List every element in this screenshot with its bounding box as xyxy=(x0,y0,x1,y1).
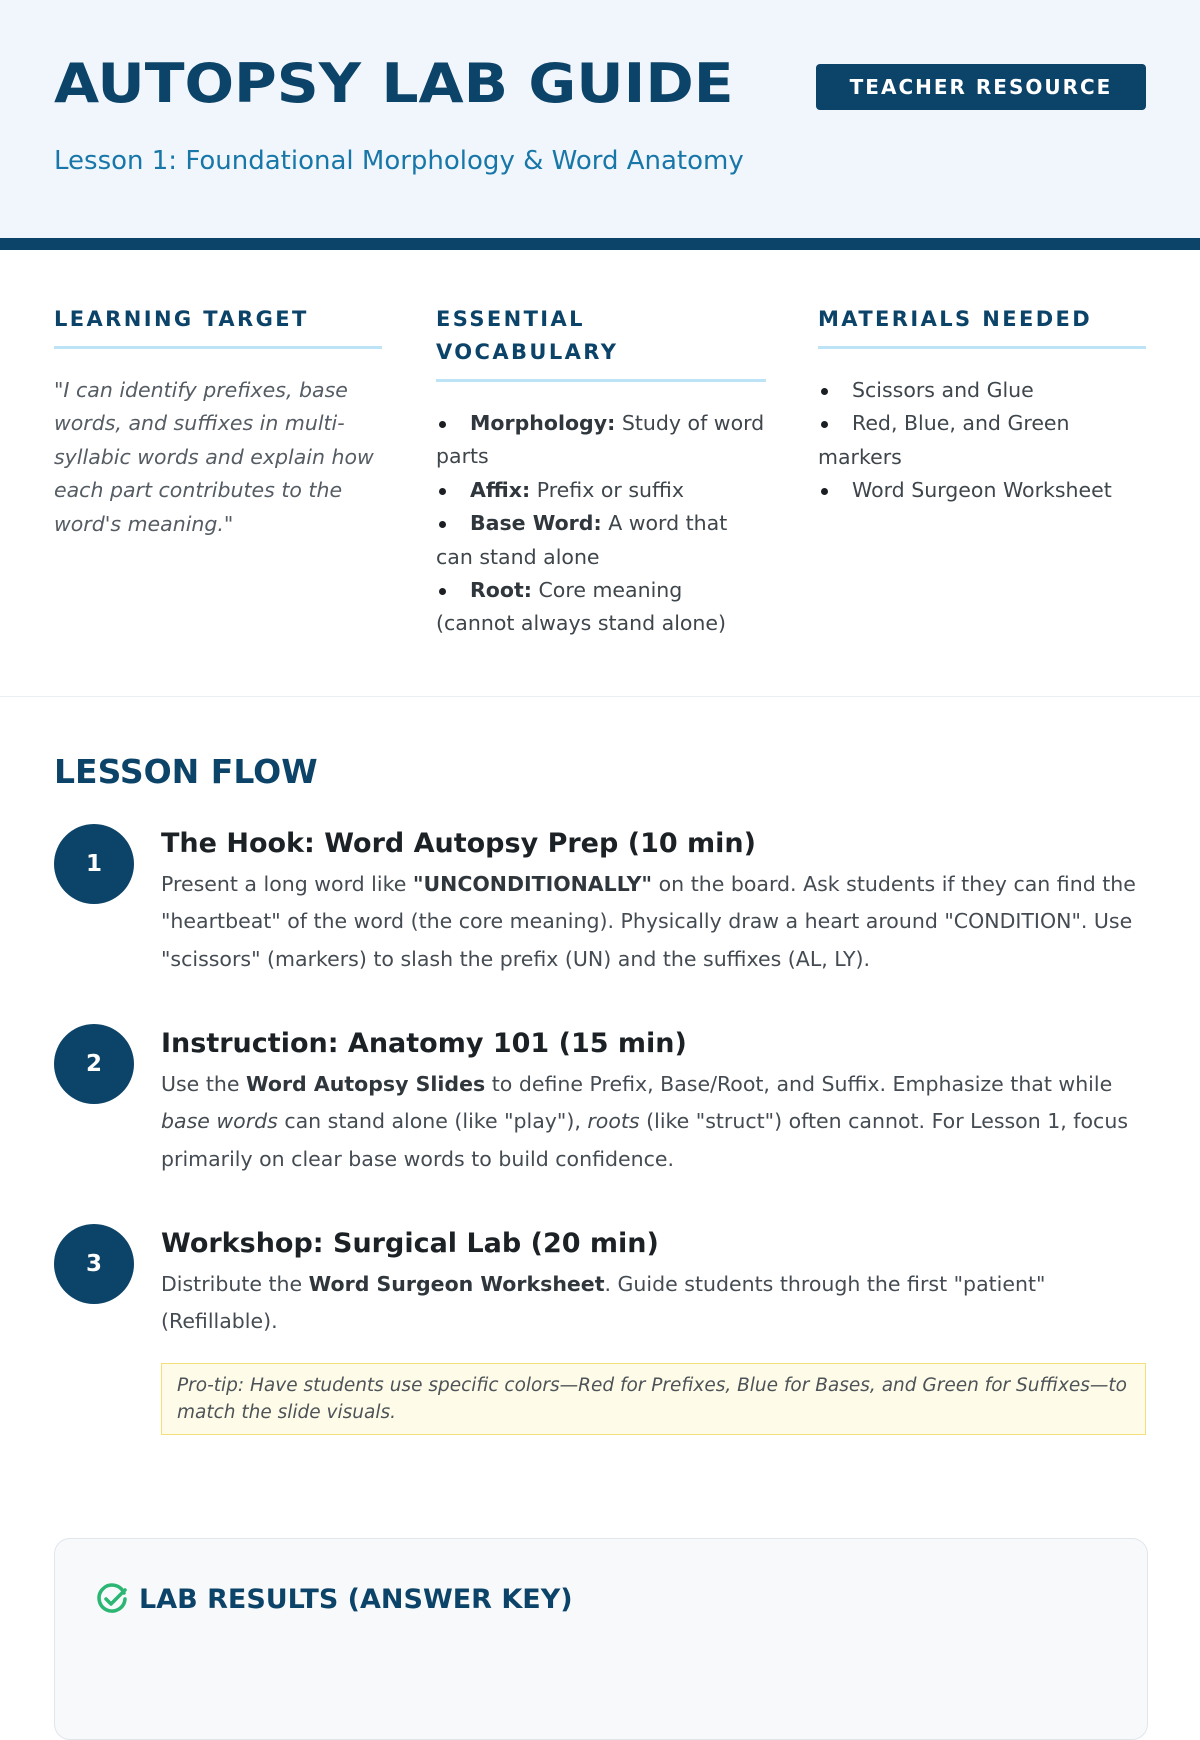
step-body xyxy=(161,1224,1146,1435)
step-text-emphasis: Word Autopsy Slides xyxy=(245,1072,486,1096)
step-body xyxy=(161,1024,1146,1178)
learning-target-column xyxy=(54,303,382,541)
lab-results-card xyxy=(54,1538,1148,1740)
vocabulary-term: Root: xyxy=(470,578,532,603)
teacher-resource-badge: TEACHER RESOURCE xyxy=(816,64,1146,110)
section-divider xyxy=(0,696,1200,697)
learning-target-heading: LEARNING TARGET xyxy=(54,303,382,349)
vocabulary-item xyxy=(436,407,766,474)
materials-column xyxy=(818,303,1146,508)
vocabulary-term: Morphology: xyxy=(470,411,616,435)
vocabulary-definition: A word that can stand alone xyxy=(436,511,728,569)
lesson-flow-title: LESSON FLOW xyxy=(54,752,318,791)
materials-heading: MATERIALS NEEDED xyxy=(818,303,1146,349)
step-text-segment: (like "struct") often cannot. For Lesson 1, focus primarily on clear base words to build confidence. xyxy=(161,1109,1129,1171)
step-text-segment: Distribute the xyxy=(161,1272,309,1296)
page-title: AUTOPSY LAB GUIDE xyxy=(54,52,734,115)
step-text-segment: to define Prefix, Base/Root, and Suffix. Emphasize that while xyxy=(485,1072,1113,1096)
step-text-emphasis: "UNCONDITIONALLY" xyxy=(412,872,653,896)
step-text-emphasis: Word Surgeon Worksheet xyxy=(308,1272,605,1296)
step-number-badge: 2 xyxy=(54,1024,134,1104)
step-title: The Hook: Word Autopsy Prep (10 min) xyxy=(161,828,756,859)
vocabulary-list xyxy=(436,407,766,641)
step-text-segment: on the board. Ask students if they can find the "heartbeat" of the word (the core meaning). Physically draw a heart around "CONDITION". Use "scissors" (markers) to slash the prefix (UN) and the suffixes (AL, LY). xyxy=(161,872,1136,971)
step-text-italic: base words xyxy=(161,1109,278,1134)
step-text-segment: . Guide students through the first "patient" (Refillable). xyxy=(161,1272,1046,1334)
step-title: Workshop: Surgical Lab (20 min) xyxy=(161,1228,659,1259)
materials-item: Red, Blue, and Green markers xyxy=(818,407,1146,474)
vocabulary-item xyxy=(436,507,766,574)
vocabulary-item xyxy=(436,474,766,507)
vocabulary-term: Base Word: xyxy=(470,511,602,536)
vocabulary-definition: Core meaning (cannot always stand alone) xyxy=(436,578,727,636)
step-text-segment: Present a long word like xyxy=(161,872,413,896)
step-title: Instruction: Anatomy 101 (15 min) xyxy=(161,1028,687,1059)
step-description xyxy=(161,866,1146,978)
vocabulary-definition: Study of word parts xyxy=(436,411,765,469)
learning-target-text: "I can identify prefixes, base words, and suffixes in multi-syllabic words and explain how each part contributes to the word's meaning." xyxy=(54,378,374,536)
step-body xyxy=(161,824,1146,978)
step-text-segment: can stand alone (like "play"), xyxy=(277,1109,588,1134)
vocabulary-heading: ESSENTIAL VOCABULARY xyxy=(436,303,766,382)
step-description xyxy=(161,1266,1146,1341)
lesson-subtitle: Lesson 1: Foundational Morphology & Word Anatomy xyxy=(54,146,744,176)
vocabulary-item xyxy=(436,574,766,641)
pro-tip-callout: Pro-tip: Have students use specific colors—Red for Prefixes, Blue for Bases, and Green for Suffixes—to match the slide visuals. xyxy=(161,1363,1146,1435)
materials-item: Scissors and Glue xyxy=(818,374,1146,407)
step-number-badge: 3 xyxy=(54,1224,134,1304)
vocabulary-definition: Prefix or suffix xyxy=(536,477,684,502)
vocabulary-term: Affix: xyxy=(470,477,531,502)
step-description xyxy=(161,1066,1146,1178)
materials-item: Word Surgeon Worksheet xyxy=(818,474,1146,507)
step-number-badge: 1 xyxy=(54,824,134,904)
page-header xyxy=(0,0,1200,250)
lab-results-title-text: LAB RESULTS (ANSWER KEY) xyxy=(139,1583,573,1615)
check-circle-icon xyxy=(95,1582,129,1616)
step-text-italic: roots xyxy=(587,1109,640,1134)
step-text-segment: Use the xyxy=(161,1072,246,1096)
vocabulary-column xyxy=(436,303,766,641)
materials-list xyxy=(818,374,1146,508)
lab-results-title xyxy=(95,1582,573,1616)
